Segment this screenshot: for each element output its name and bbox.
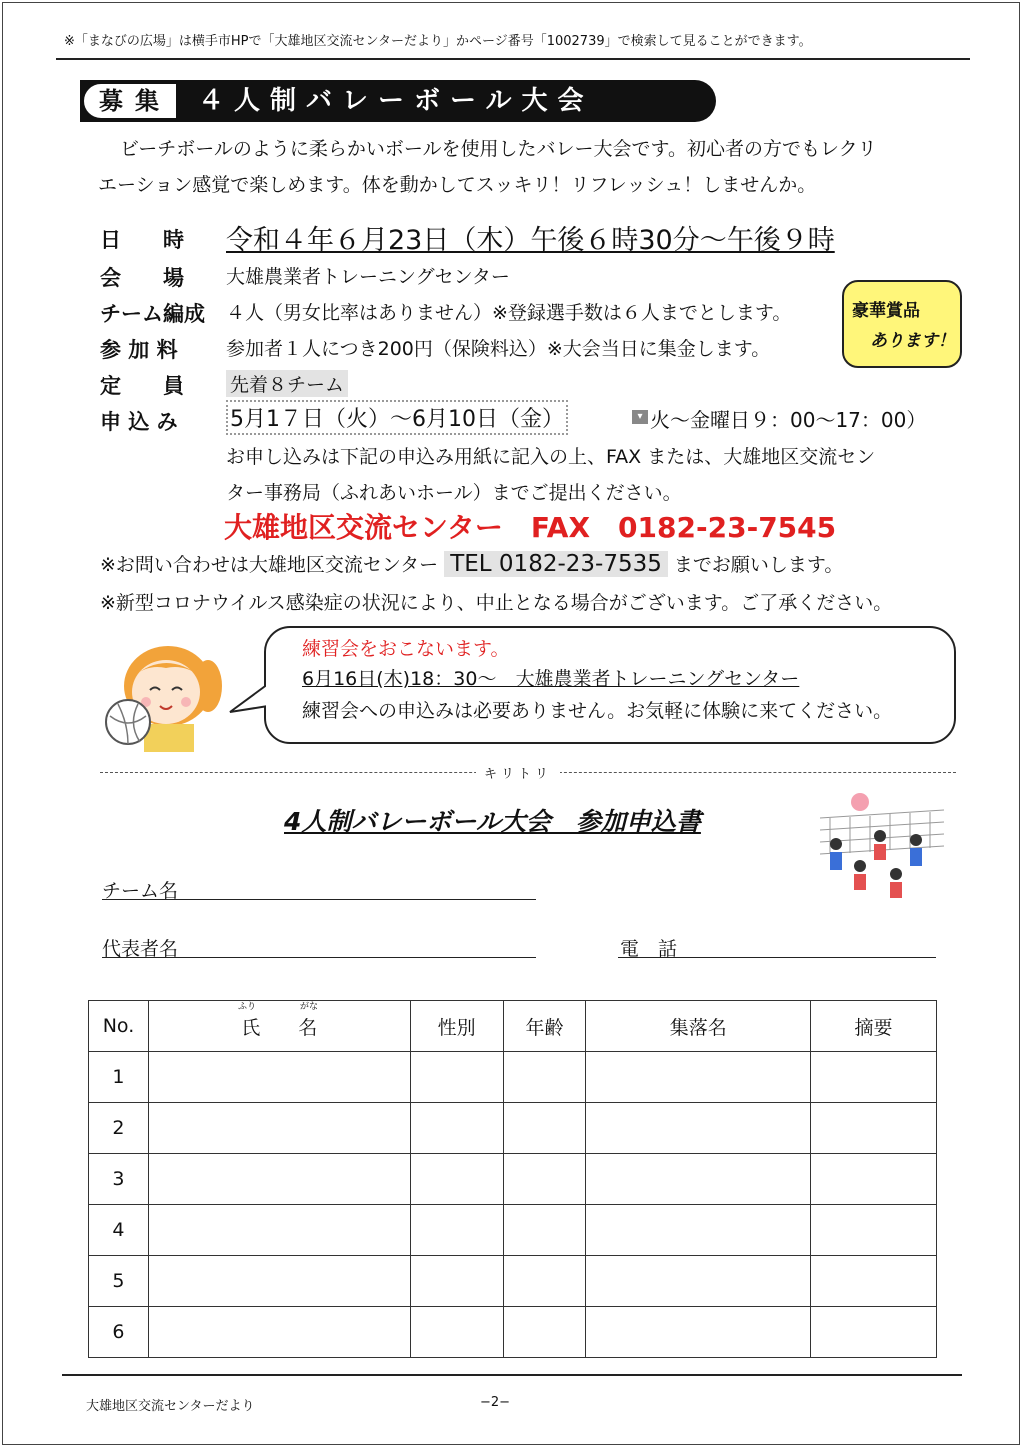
header-village: 集落名: [586, 1001, 811, 1052]
fax-number: 大雄地区交流センター FAX 0182-23-7545: [224, 511, 837, 544]
inquiry-tel: TEL 0182-23-7535: [444, 551, 668, 577]
volleyball-players-illustration: [820, 790, 944, 910]
age-cell[interactable]: [503, 1256, 586, 1307]
entry-table: [88, 1000, 937, 1358]
footer-rule: [62, 1374, 962, 1376]
age-cell[interactable]: [503, 1052, 586, 1103]
page-number: −2−: [480, 1395, 511, 1410]
header-name-label: 氏 名: [241, 1016, 318, 1039]
table-header-row: [89, 1001, 937, 1052]
prize-line-2: あります！: [870, 331, 955, 351]
header-age: 年齢: [503, 1001, 586, 1052]
intro-line-1: ビーチボールのように柔らかいボールを使用したバレー大会です。初心者の方でもレクリ: [120, 138, 877, 160]
remarks-cell[interactable]: [811, 1307, 937, 1358]
capacity-label: 定 員: [100, 374, 184, 398]
remarks-cell[interactable]: [811, 1103, 937, 1154]
remarks-cell[interactable]: [811, 1205, 937, 1256]
name-cell[interactable]: [148, 1154, 410, 1205]
team-value: ４人（男女比率はありません）※登録選手数は６人までとします。: [226, 302, 792, 324]
village-cell[interactable]: [586, 1307, 811, 1358]
bubble-tail: [228, 682, 270, 716]
row-number: 2: [89, 1103, 149, 1154]
footer-newsletter-name: 大雄地区交流センターだより: [86, 1399, 255, 1414]
age-cell[interactable]: [503, 1307, 586, 1358]
gender-cell[interactable]: [410, 1103, 503, 1154]
practice-line-1: 6月16日(木)18：30〜 大雄農業者トレーニングセンター: [302, 668, 800, 690]
venue-label: 会 場: [100, 266, 184, 290]
header-rule: [56, 58, 970, 60]
gender-cell[interactable]: [410, 1052, 503, 1103]
team-name-label: チーム名: [102, 880, 179, 902]
team-label: チーム編成: [100, 302, 205, 326]
representative-field[interactable]: [102, 957, 536, 958]
row-number: 1: [89, 1052, 149, 1103]
form-title: 4人制バレーボール大会 参加申込書: [284, 807, 701, 836]
inquiry-prefix: ※お問い合わせは大雄地区交流センター: [100, 554, 439, 576]
prize-badge: [842, 280, 962, 368]
intro-line-2: エーション感覚で楽しめます。体を動かしてスッキリ！リフレッシュ！しませんか。: [98, 174, 817, 196]
team-name-field[interactable]: [102, 899, 536, 900]
datetime-label: 日 時: [100, 228, 184, 252]
header-no: No.: [89, 1001, 149, 1052]
table-row: [89, 1205, 937, 1256]
girl-with-ball-illustration: [104, 640, 224, 752]
header-note: ※「まなびの広場」は横手市HPで「大雄地区交流センターだより」かページ番号「1002739」で検索して見ることができます。: [64, 34, 812, 49]
row-number: 5: [89, 1256, 149, 1307]
capacity-value: 先着８チーム: [226, 370, 348, 397]
header-remarks: 摘要: [811, 1001, 937, 1052]
name-cell[interactable]: [148, 1256, 410, 1307]
name-ruby-1: ふり: [237, 1001, 256, 1012]
apply-hours: 火〜金曜日９：00〜17：00）: [650, 408, 927, 432]
table-row: [89, 1052, 937, 1103]
apply-period[interactable]: 5月1７日（火）〜6月10日（金）: [226, 400, 568, 435]
apply-label: 申 込 み: [100, 410, 178, 434]
banner-left-label: 募集: [82, 82, 178, 120]
representative-label: 代表者名: [102, 938, 179, 960]
recruit-banner: [80, 80, 716, 122]
datetime-value: 令和４年６月23日（木）午後６時30分〜午後９時: [226, 225, 835, 256]
gender-cell[interactable]: [410, 1307, 503, 1358]
name-cell[interactable]: [148, 1307, 410, 1358]
venue-value: 大雄農業者トレーニングセンター: [226, 266, 510, 288]
name-cell[interactable]: [148, 1103, 410, 1154]
gender-cell[interactable]: [410, 1256, 503, 1307]
remarks-cell[interactable]: [811, 1052, 937, 1103]
table-row: [89, 1103, 937, 1154]
table-row: [89, 1256, 937, 1307]
age-cell[interactable]: [503, 1154, 586, 1205]
gender-cell[interactable]: [410, 1154, 503, 1205]
inquiry-suffix: までお願いします。: [673, 554, 844, 576]
practice-line-2: 練習会への申込みは必要ありません。お気軽に体験に来てください。: [302, 700, 893, 722]
header-gender: 性別: [410, 1001, 503, 1052]
banner-title: ４人制バレーボール大会: [198, 86, 594, 116]
phone-label: 電 話: [620, 938, 678, 960]
practice-title: 練習会をおこないます。: [302, 638, 510, 660]
header-name: [148, 1001, 410, 1052]
inquiry-line: [100, 550, 843, 577]
village-cell[interactable]: [586, 1205, 811, 1256]
village-cell[interactable]: [586, 1052, 811, 1103]
village-cell[interactable]: [586, 1103, 811, 1154]
table-row: [89, 1154, 937, 1205]
age-cell[interactable]: [503, 1103, 586, 1154]
remarks-cell[interactable]: [811, 1154, 937, 1205]
chevron-down-icon[interactable]: ▾: [632, 410, 648, 424]
apply-text-1: お申し込みは下記の申込み用紙に記入の上、FAX または、大雄地区交流セン: [226, 446, 876, 468]
age-cell[interactable]: [503, 1205, 586, 1256]
fee-label: 参 加 料: [100, 338, 178, 362]
village-cell[interactable]: [586, 1256, 811, 1307]
remarks-cell[interactable]: [811, 1256, 937, 1307]
phone-field[interactable]: [618, 957, 936, 958]
cut-label: キリトリ: [476, 763, 560, 782]
prize-line-1: 豪華賞品: [852, 301, 920, 321]
village-cell[interactable]: [586, 1154, 811, 1205]
table-row: [89, 1307, 937, 1358]
row-number: 4: [89, 1205, 149, 1256]
name-ruby-2: がな: [299, 1001, 318, 1012]
gender-cell[interactable]: [410, 1205, 503, 1256]
covid-note: ※新型コロナウイルス感染症の状況により、中止となる場合がございます。ご了承ください。: [100, 592, 893, 614]
fee-value: 参加者１人につき200円（保険料込）※大会当日に集金します。: [226, 338, 771, 360]
name-cell[interactable]: [148, 1052, 410, 1103]
row-number: 6: [89, 1307, 149, 1358]
name-cell[interactable]: [148, 1205, 410, 1256]
row-number: 3: [89, 1154, 149, 1205]
apply-text-2: ター事務局（ふれあいホール）までご提出ください。: [226, 482, 682, 504]
